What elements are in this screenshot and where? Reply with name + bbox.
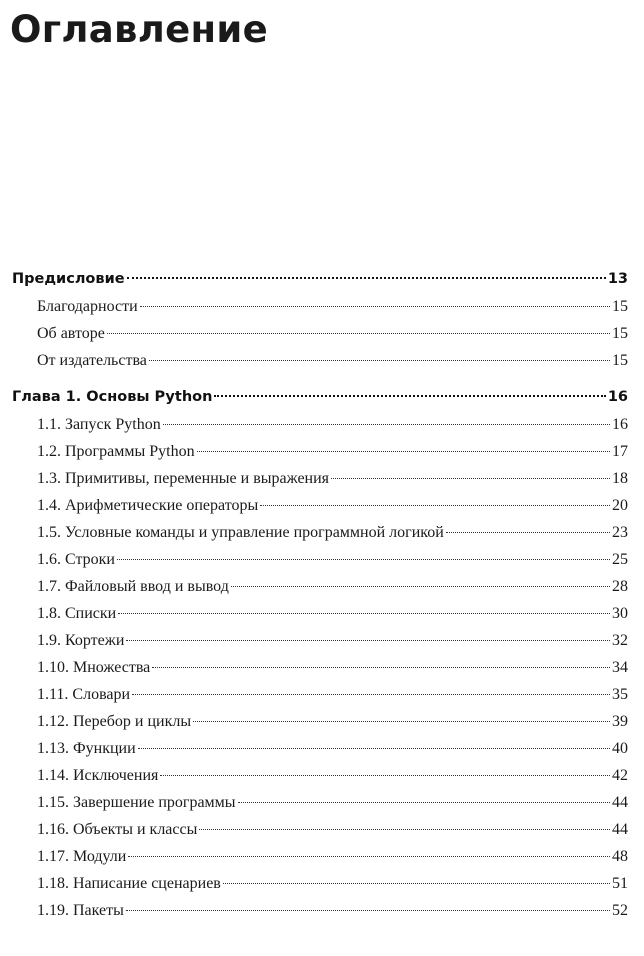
- toc-leader-dots: [152, 667, 610, 668]
- toc-label: 1.10. Множества: [37, 659, 151, 676]
- toc-page-number: 16: [612, 416, 628, 433]
- toc-page-number: 13: [607, 271, 628, 287]
- toc-entry-row[interactable]: [12, 762, 628, 789]
- toc-page-number: 40: [612, 740, 628, 757]
- toc-label: Об авторе: [37, 325, 105, 342]
- toc-page-number: 32: [612, 632, 628, 649]
- toc-page-number: 23: [612, 524, 628, 541]
- toc-leader-dots: [231, 586, 610, 587]
- toc-label: 1.18. Написание сценариев: [37, 875, 221, 892]
- toc-page-number: 18: [612, 470, 628, 487]
- toc-label: 1.6. Строки: [37, 551, 115, 568]
- toc-leader-dots: [163, 424, 610, 425]
- toc-page-number: 25: [612, 551, 628, 568]
- toc-leader-dots: [331, 478, 610, 479]
- toc-entry-row[interactable]: [12, 735, 628, 762]
- toc-leader-dots: [260, 505, 610, 506]
- toc-page-number: 28: [612, 578, 628, 595]
- toc-leader-dots: [128, 856, 610, 857]
- toc-leader-dots: [238, 802, 610, 803]
- toc-leader-dots: [446, 532, 610, 533]
- toc-label: 1.11. Словари: [37, 686, 131, 703]
- toc-page-number: 20: [612, 497, 628, 514]
- toc-page-number: 42: [612, 767, 628, 784]
- toc-leader-dots: [197, 451, 610, 452]
- toc-entry-row[interactable]: [12, 654, 628, 681]
- toc-leader-dots: [199, 829, 610, 830]
- toc-label: От издательства: [37, 352, 147, 369]
- toc-label: 1.19. Пакеты: [37, 902, 124, 919]
- toc-label: 1.2. Программы Python: [37, 443, 195, 460]
- toc-label: 1.5. Условные команды и управление программной логикой: [37, 524, 444, 541]
- toc-entry-row[interactable]: [12, 681, 628, 708]
- toc-entry-row[interactable]: [12, 546, 628, 573]
- toc-leader-dots: [214, 395, 605, 397]
- toc-leader-dots: [149, 360, 610, 361]
- toc-label: 1.1. Запуск Python: [37, 416, 161, 433]
- toc-label: 1.13. Функции: [37, 740, 136, 757]
- toc-page-number: 44: [612, 794, 628, 811]
- toc-page-number: 30: [612, 605, 628, 622]
- toc-entry-row[interactable]: [12, 320, 628, 347]
- toc-page-number: 44: [612, 821, 628, 838]
- toc-label: 1.14. Исключения: [37, 767, 159, 784]
- toc-entry-row[interactable]: [12, 600, 628, 627]
- toc-entry-row[interactable]: [12, 870, 628, 897]
- toc-label: 1.9. Кортежи: [37, 632, 125, 649]
- toc-entry-row[interactable]: [12, 465, 628, 492]
- toc-chapter-row[interactable]: [12, 266, 628, 293]
- toc-entry-row[interactable]: [12, 347, 628, 374]
- toc-page-number: 15: [612, 298, 628, 315]
- toc-label: Благодарности: [37, 298, 138, 315]
- toc-chapter-row[interactable]: [12, 384, 628, 411]
- toc-leader-dots: [126, 640, 610, 641]
- page-title: Оглавление: [10, 8, 269, 51]
- toc-leader-dots: [107, 333, 610, 334]
- toc-label: Глава 1. Основы Python: [12, 389, 213, 405]
- toc-entry-row[interactable]: [12, 816, 628, 843]
- toc-label: 1.16. Объекты и классы: [37, 821, 198, 838]
- toc-entry-row[interactable]: [12, 708, 628, 735]
- toc-label: 1.15. Завершение программы: [37, 794, 236, 811]
- toc-page-number: 15: [612, 352, 628, 369]
- toc-label: 1.17. Модули: [37, 848, 127, 865]
- toc-page-number: 48: [612, 848, 628, 865]
- toc-leader-dots: [140, 306, 610, 307]
- toc-page-number: 39: [612, 713, 628, 730]
- toc-label: 1.7. Файловый ввод и вывод: [37, 578, 229, 595]
- toc-page-number: 16: [607, 389, 628, 405]
- toc-entry-row[interactable]: [12, 411, 628, 438]
- toc-page-number: 35: [612, 686, 628, 703]
- toc-entry-row[interactable]: [12, 897, 628, 924]
- toc-entry-row[interactable]: [12, 492, 628, 519]
- toc-leader-dots: [132, 694, 610, 695]
- toc-page-number: 52: [612, 902, 628, 919]
- table-of-contents: [12, 266, 628, 924]
- toc-leader-dots: [138, 748, 610, 749]
- toc-leader-dots: [160, 775, 610, 776]
- toc-entry-row[interactable]: [12, 293, 628, 320]
- toc-label: Предисловие: [12, 271, 125, 287]
- toc-leader-dots: [193, 721, 610, 722]
- toc-label: 1.4. Арифметические операторы: [37, 497, 259, 514]
- toc-label: 1.3. Примитивы, переменные и выражения: [37, 470, 330, 487]
- toc-label: 1.8. Списки: [37, 605, 117, 622]
- toc-entry-row[interactable]: [12, 438, 628, 465]
- toc-entry-row[interactable]: [12, 627, 628, 654]
- toc-leader-dots: [117, 559, 610, 560]
- toc-label: 1.12. Перебор и циклы: [37, 713, 192, 730]
- toc-leader-dots: [126, 910, 610, 911]
- toc-entry-row[interactable]: [12, 573, 628, 600]
- toc-page-number: 51: [612, 875, 628, 892]
- toc-entry-row[interactable]: [12, 843, 628, 870]
- toc-page-number: 34: [612, 659, 628, 676]
- toc-leader-dots: [127, 277, 606, 279]
- toc-page-number: 15: [612, 325, 628, 342]
- toc-entry-row[interactable]: [12, 519, 628, 546]
- toc-leader-dots: [223, 883, 610, 884]
- toc-entry-row[interactable]: [12, 789, 628, 816]
- toc-leader-dots: [118, 613, 610, 614]
- toc-page-number: 17: [612, 443, 628, 460]
